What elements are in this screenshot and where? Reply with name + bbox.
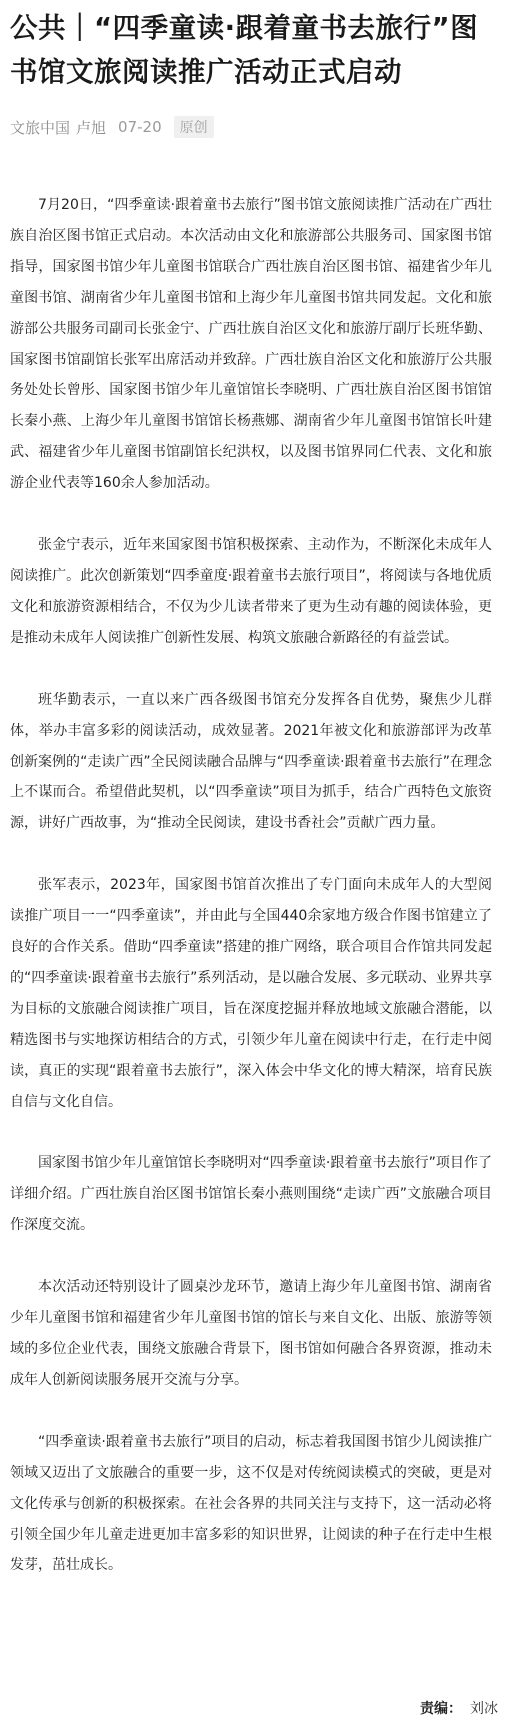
author-name: 卢旭 — [76, 118, 107, 137]
article-title: 公共｜“四季童读·跟着童书去旅行”图书馆文旅阅读推广活动正式启动 — [10, 12, 479, 88]
source-link[interactable]: 文旅中国 — [10, 118, 71, 137]
paragraph: 张军表示，2023年，国家图书馆首次推出了专门面向未成年人的大型阅读推广项目一一“四季童读”，并由此与全国440余家地方级合作图书馆建立了良好的合作关系。借助“四季童读”搭建的推广网络，联合项目合作馆共同发起的“四季童读·跟着童书去旅行”系列活动，是以融合发展、多元联动、业界共享为目标的文旅融合阅读推广项目，旨在深度挖掘并释放地域文旅融合潜能，以精选图书与实地探访相结合的方式，引领少年儿童在阅读中行走，在行走中阅读，真正的实现“跟着童书去旅行”，深入体会中华文化的博大精深，培育民族自信与文化自信。 — [10, 877, 492, 1110]
editor-credit — [420, 1698, 498, 1720]
paragraph: 张金宁表示，近年来国家图书馆积极探索、主动作为，不断深化未成年人阅读推广。此次创新策划“四季童度·跟着童书去旅行项目”，将阅读与各地优质文化和旅游资源相结合，不仅为少儿读者带来了更为生动有趣的阅读体验，更是推动未成年人阅读推广创新性发展、构筑文旅融合新路径的有益尝试。 — [10, 537, 492, 646]
editor-name: 刘冰 — [470, 1701, 498, 1717]
paragraph: 班华勤表示，一直以来广西各级图书馆充分发挥各自优势，聚焦少儿群体，举办丰富多彩的阅读活动，成效显著。2021年被文化和旅游部评为改革创新案例的“走读广西”全民阅读融合品牌与“四季童读·跟着童书去旅行”在理念上不谋而合。希望借此契机，以“四季童读”项目为抓手，结合广西特色文旅资源，讲好广西故事，为“推动全民阅读，建设书香社会”贡献广西力量。 — [10, 691, 492, 832]
publish-date: 07-20 — [118, 118, 162, 136]
article-body — [10, 190, 492, 1612]
paragraph: 国家图书馆少年儿童馆馆长李晓明对“四季童读·跟着童书去旅行”项目作了详细介绍。广西壮族自治区图书馆馆长秦小燕则围绕“走读广西”文旅融合项目作深度交流。 — [10, 1155, 492, 1234]
original-badge: 原创 — [174, 116, 214, 138]
editor-label: 责编： — [420, 1701, 462, 1717]
paragraph: “四季童读·跟着童书去旅行”项目的启动，标志着我国图书馆少儿阅读推广领域又迈出了文旅融合的重要一步，这不仅是对传统阅读模式的突破，更是对文化传承与创新的积极探索。在社会各界的共同关注与支持下，这一活动必将引领全国少年儿童走进更加丰富多彩的知识世界，让阅读的种子在行走中生根发芽，茁壮成长。 — [10, 1433, 492, 1574]
article-meta — [10, 115, 506, 139]
paragraph: 7月20日，“四季童读·跟着童书去旅行”图书馆文旅阅读推广活动在广西壮族自治区图书馆正式启动。本次活动由文化和旅游部公共服务司、国家图书馆指导，国家图书馆少年儿童图书馆联合广西壮族自治区图书馆、福建省少年儿童图书馆、湖南省少年儿童图书馆和上海少年儿童图书馆共同发起。文化和旅游部公共服务司副司长张金宁、广西壮族自治区文化和旅游厅副厅长班华勤、国家图书馆副馆长张军出席活动并致辞。广西壮族自治区文化和旅游厅公共服务处处长曾彤、国家图书馆少年儿童馆馆长李晓明、广西壮族自治区图书馆馆长秦小燕、上海少年儿童图书馆馆长杨燕娜、湖南省少年儿童图书馆馆长叶建武、福建省少年儿童图书馆副馆长纪洪权，以及图书馆界同仁代表、文化和旅游企业代表等160余人参加活动。 — [10, 197, 492, 492]
paragraph: 本次活动还特别设计了圆桌沙龙环节，邀请上海少年儿童图书馆、湖南省少年儿童图书馆和福建省少年儿童图书馆的馆长与来自文化、出版、旅游等领域的多位企业代表，围绕文旅融合背景下，图书馆如何融合各界资源，推动未成年人创新阅读服务展开交流与分享。 — [10, 1279, 492, 1388]
